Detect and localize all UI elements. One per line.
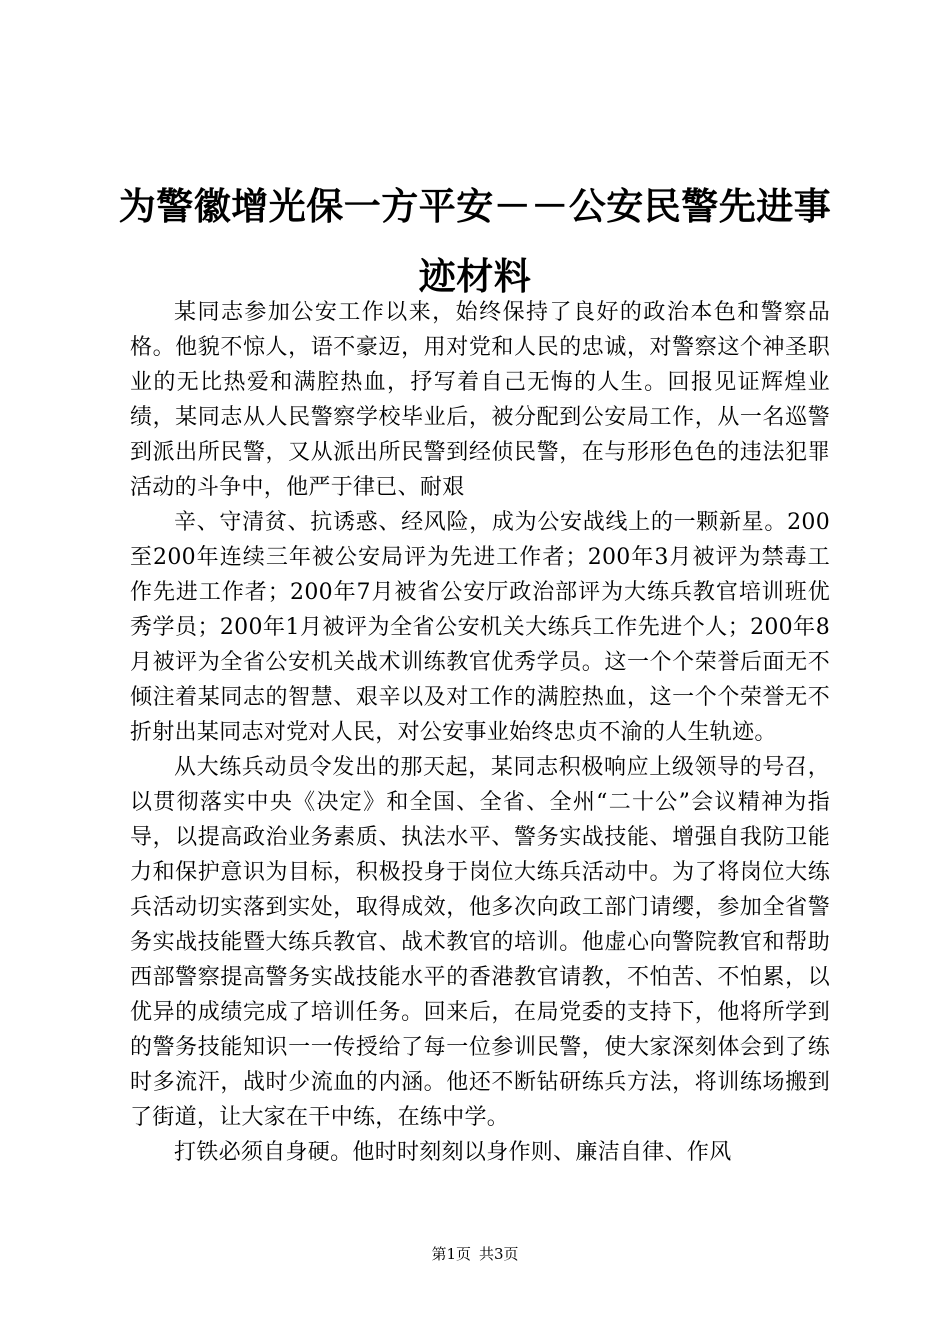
page-total: 共3页: [479, 1245, 519, 1263]
paragraph-4: 打铁必须自身硬。他时时刻刻以身作则、廉洁自律、作风: [174, 1140, 732, 1165]
page-footer: [0, 1244, 950, 1264]
document-title: 为警徽增光保一方平安－－公安民警先进事迹材料: [118, 185, 832, 298]
paragraph-2: 辛、守清贫、抗诱惑、经风险，成为公安战线上的一颗新星。200至200年连续三年被公安局评为先进工作者；200年3月被评为禁毒工作先进工作者；200年7月被省公安厅政治部评为大练兵教官培训班优秀学员；200年1月被评为全省公安机关大练兵工作先进个人；200年8月被评为全省公安机关战术训练教官优秀学员。这一个个荣誉后面无不倾注着某同志的智慧、艰辛以及对工作的满腔热血，这一个个荣誉无不折射出某同志对党对人民，对公安事业始终忠贞不渝的人生轨迹。: [130, 510, 830, 745]
document-body: [130, 295, 830, 1170]
paragraph-1: 某同志参加公安工作以来，始终保持了良好的政治本色和警察品格。他貌不惊人，语不豪迈，用对党和人民的忠诚，对警察这个神圣职业的无比热爱和满腔热血，抒写着自己无悔的人生。回报见证辉煌业绩，某同志从人民警察学校毕业后，被分配到公安局工作，从一名巡警到派出所民警，又从派出所民警到经侦民警，在与形形色色的违法犯罪活动的斗争中，他严于律已、耐艰: [130, 300, 830, 500]
page-number: 第1页: [431, 1245, 471, 1263]
paragraph-3: 从大练兵动员令发出的那天起，某同志积极响应上级领导的号召，以贯彻落实中央《决定》和全国、全省、全州“二十公”会议精神为指导，以提高政治业务素质、执法水平、警务实战技能、增强自我防卫能力和保护意识为目标，积极投身于岗位大练兵活动中。为了将岗位大练兵活动切实落到实处，取得成效，他多次向政工部门请缨，参加全省警务实战技能暨大练兵教官、战术教官的培训。他虚心向警院教官和帮助西部警察提高警务实战技能水平的香港教官请教，不怕苦、不怕累，以优异的成绩完成了培训任务。回来后，在局党委的支持下，他将所学到的警务技能知识一一传授给了每一位参训民警，使大家深刻体会到了练时多流汗，战时少流血的内涵。他还不断钻研练兵方法，将训练场搬到了街道，让大家在干中练，在练中学。: [130, 755, 830, 1130]
